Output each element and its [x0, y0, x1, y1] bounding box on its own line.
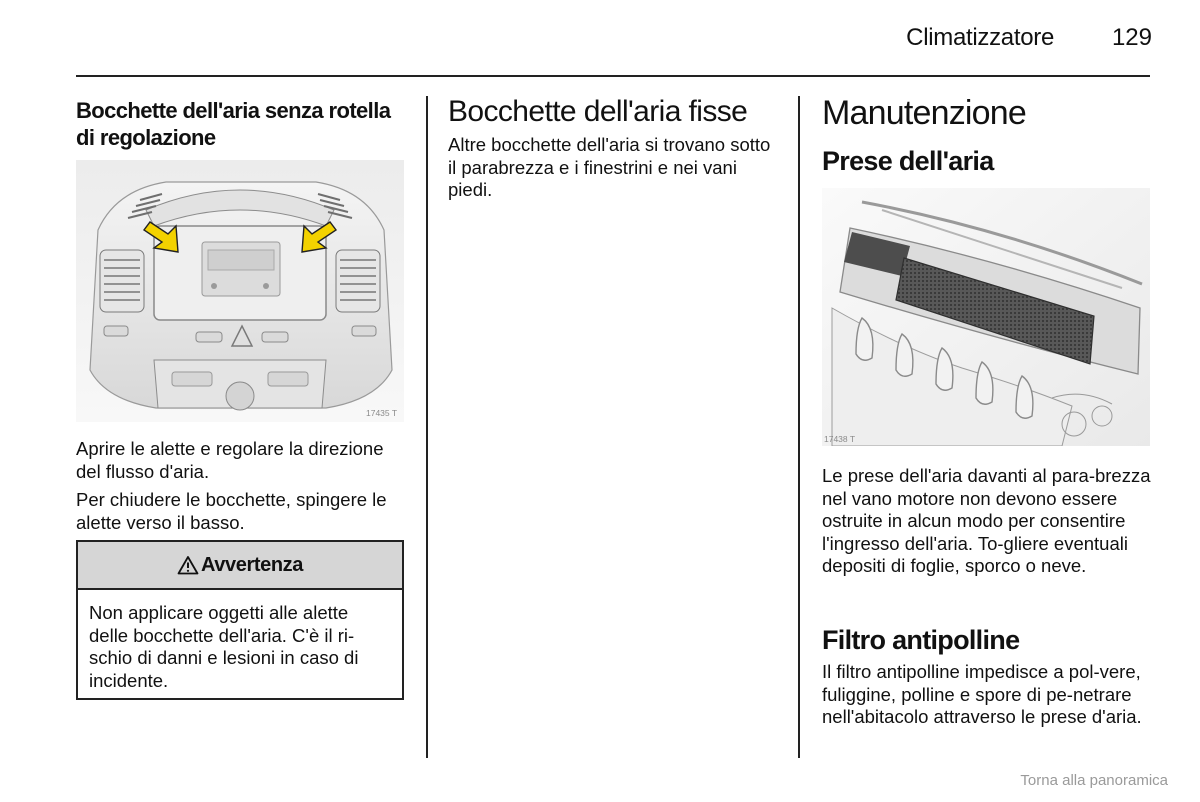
- air-intake-illustration: [822, 188, 1150, 446]
- section-heading-vents-no-wheel: Bocchette dell'aria senza rotella di regolazione: [76, 98, 391, 150]
- section-heading-maintenance: Manutenzione: [822, 94, 1026, 132]
- warning-title: Avvertenza: [201, 553, 303, 576]
- page-header-title: Climatizzatore: [906, 24, 1054, 51]
- section-heading-fixed-vents: Bocchette dell'aria fisse: [448, 95, 748, 128]
- paragraph-air-intakes: Le prese dell'aria davanti al para-brezza nel vano motore non devono essere ostruite in alcun modo per consentire l'ingresso dell'aria. To-gliere eventuali depositi di foglie, sporco o neve.: [822, 465, 1151, 576]
- warning-box: [76, 540, 404, 700]
- warning-text: Non applicare oggetti alle alette delle bocchette dell'aria. C'è il ri-schio di danni e lesioni in caso di incidente.: [89, 602, 359, 691]
- dashboard-vents-illustration: [76, 160, 404, 422]
- paragraph-pollen-filter: Il filtro antipolline impedisce a pol-vere, fuliggine, polline e spore di pe-netrare nell'abitacolo attraverso le prese d'aria.: [822, 661, 1142, 727]
- dashboard-vents-figure: [76, 160, 404, 422]
- header-rule: [76, 75, 1150, 77]
- paragraph-fixed-vents: Altre bocchette dell'aria si trovano sotto il parabrezza e i finestrini e nei vani piedi.: [448, 134, 771, 200]
- subheading-pollen-filter: Filtro antipolline: [822, 625, 1020, 655]
- figure-code-label: 17435 T: [366, 408, 398, 418]
- warning-triangle-icon: [177, 555, 199, 575]
- figure-code-label: 17438 T: [824, 434, 856, 444]
- page-number: 129: [1111, 24, 1152, 51]
- subheading-air-intakes: Prese dell'aria: [822, 146, 994, 176]
- column-divider-2: [798, 96, 800, 758]
- paragraph-close-vents: Per chiudere le bocchette, spingere le alette verso il basso.: [76, 489, 387, 533]
- column-divider-1: [426, 96, 428, 758]
- paragraph-open-vents: Aprire le alette e regolare la direzione del flusso d'aria.: [76, 438, 384, 482]
- warning-header: [78, 542, 402, 590]
- air-intake-figure: [822, 188, 1150, 446]
- back-to-overview-link[interactable]: Torna alla panoramica: [1020, 772, 1168, 789]
